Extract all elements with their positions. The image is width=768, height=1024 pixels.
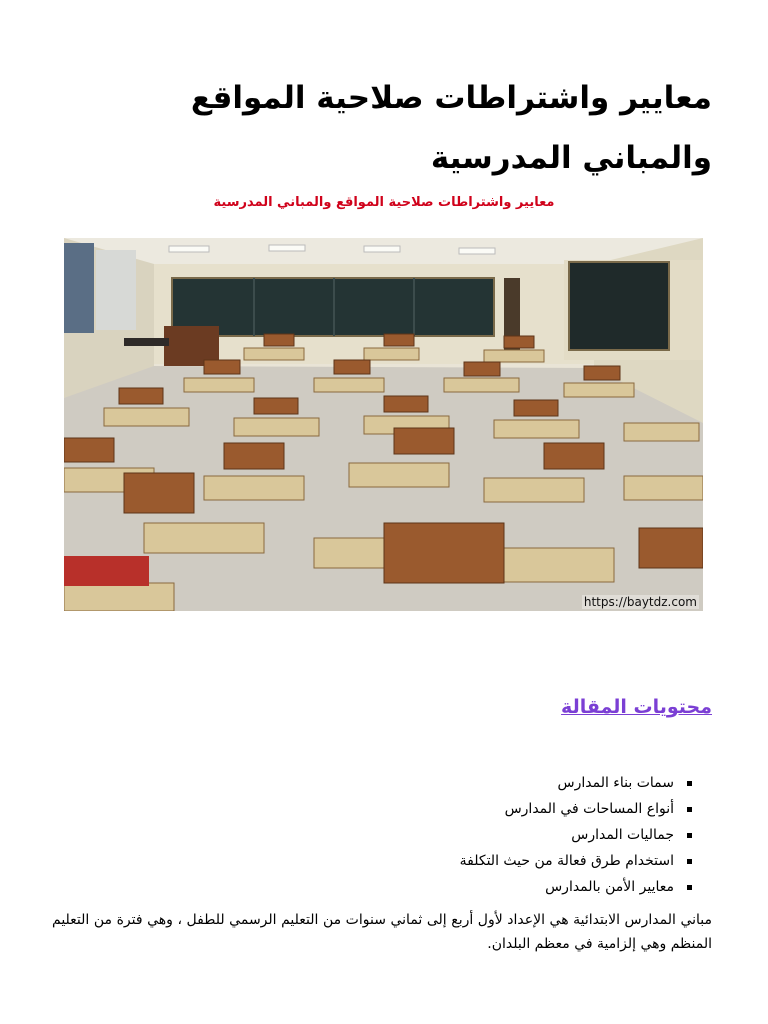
image-watermark: https://baytdz.com [583,595,697,609]
toc-item[interactable]: معايير الأمن بالمدارس [460,874,692,900]
toc-heading-link[interactable]: محتويات المقالة [561,696,712,718]
page-title: معايير واشتراطات صلاحية المواقع والمباني المدرسية [190,80,712,176]
table-of-contents [460,770,692,900]
intro-paragraph: مباني المدارس الابتدائية هي الإعداد لأول أربع إلى ثماني سنوات من التعليم الرسمي للطفل ، وهي فترة من التعليم المنظم وهي إلزامية في معظم البلدان. [52,912,712,952]
toc-item[interactable]: أنواع المساحات في المدارس [460,796,692,822]
classroom-illustration [64,238,703,611]
toc-item[interactable]: سمات بناء المدارس [460,770,692,796]
article-subtitle: معايير واشتراطات صلاحية المواقع والمباني المدرسية [213,195,555,210]
toc-item[interactable]: جماليات المدارس [460,822,692,848]
toc-item[interactable]: استخدام طرق فعالة من حيث التكلفة [460,848,692,874]
classroom-photo [64,238,703,611]
